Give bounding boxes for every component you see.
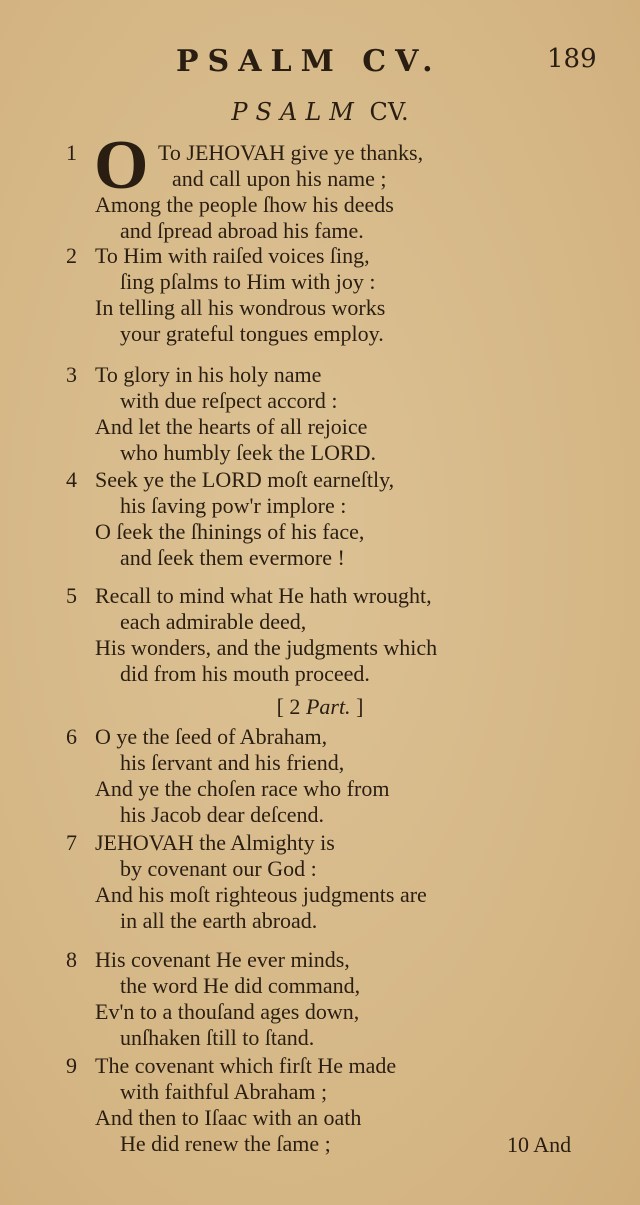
verse-line: To glory in his holy name	[95, 362, 322, 387]
psalm-title-number: CV.	[369, 98, 409, 126]
catchword: 10 And	[507, 1132, 572, 1157]
verse-line: unſhaken ſtill to ſtand.	[120, 1025, 315, 1050]
verse-line: with faithful Abraham ;	[120, 1079, 328, 1104]
part-heading	[0, 694, 640, 720]
verse-line: His wonders, and the judgments which	[95, 635, 438, 660]
part-label: Part.	[305, 694, 351, 719]
verse-line: The covenant which firſt He made	[95, 1053, 397, 1078]
verse-line: your grateful tongues employ.	[120, 321, 384, 346]
verse-line: To JEHOVAH give ye thanks,	[158, 140, 424, 165]
verse-line: and ſeek them evermore !	[120, 545, 345, 570]
verse-number: 1	[66, 140, 77, 165]
verse-line: did from his mouth proceed.	[120, 661, 370, 686]
verse-number: 2	[66, 243, 77, 268]
verse-line: Ev'n to a thouſand ages down,	[95, 999, 360, 1024]
verse-line: To Him with raiſed voices ſing,	[95, 243, 370, 268]
verse-line: his ſervant and his friend,	[120, 750, 345, 775]
verse-line: by covenant our God :	[120, 856, 317, 881]
verse-line: Seek ye the LORD moſt earneſtly,	[95, 467, 395, 492]
verse-line: In telling all his wondrous works	[95, 295, 386, 320]
page-number: 189	[547, 44, 597, 74]
verse-line: with due reſpect accord :	[120, 388, 338, 413]
psalm-title	[0, 98, 640, 126]
verse-line: JEHOVAH the Almighty is	[95, 830, 335, 855]
part-close: ]	[356, 694, 364, 719]
verse-number: 9	[66, 1053, 77, 1078]
verse-line: And ye the choſen race who from	[95, 776, 390, 801]
verse-line: and ſpread abroad his fame.	[120, 218, 364, 243]
verse-number: 3	[66, 362, 77, 387]
verse-line: And let the hearts of all rejoice	[95, 414, 368, 439]
verse-line: his Jacob dear deſcend.	[120, 802, 325, 827]
verse-number: 6	[66, 724, 77, 749]
verse-number: 4	[66, 467, 77, 492]
verse-line: And his moſt righteous judgments are	[95, 882, 427, 907]
part-open: [ 2	[276, 694, 301, 719]
verse-line: who humbly ſeek the LORD.	[120, 440, 377, 465]
verse-line: in all the earth abroad.	[120, 908, 318, 933]
verse-line: Among the people ſhow his deeds	[95, 192, 394, 217]
running-title: PSALM CV.	[176, 44, 442, 79]
verse-number: 7	[66, 830, 77, 855]
verse-number: 5	[66, 583, 77, 608]
verse-line: O ye the ſeed of Abraham,	[95, 724, 328, 749]
verse-line: the word He did command,	[120, 973, 361, 998]
verse-line: O ſeek the ſhinings of his face,	[95, 519, 365, 544]
verse-line: Recall to mind what He hath wrought,	[95, 583, 432, 608]
verse-line: His covenant He ever minds,	[95, 947, 350, 972]
verse-line: each admirable deed,	[120, 609, 307, 634]
verse-line: He did renew the ſame ;	[120, 1131, 331, 1156]
psalm-title-italic: PSALM	[231, 98, 362, 126]
verse-line: ſing pſalms to Him with joy :	[120, 269, 376, 294]
verse-line: his ſaving pow'r implore :	[120, 493, 347, 518]
verse-line: And then to Iſaac with an oath	[95, 1105, 362, 1130]
verse-number: 8	[66, 947, 77, 972]
drop-cap: O	[94, 127, 149, 204]
verse-line: and call upon his name ;	[172, 166, 387, 191]
